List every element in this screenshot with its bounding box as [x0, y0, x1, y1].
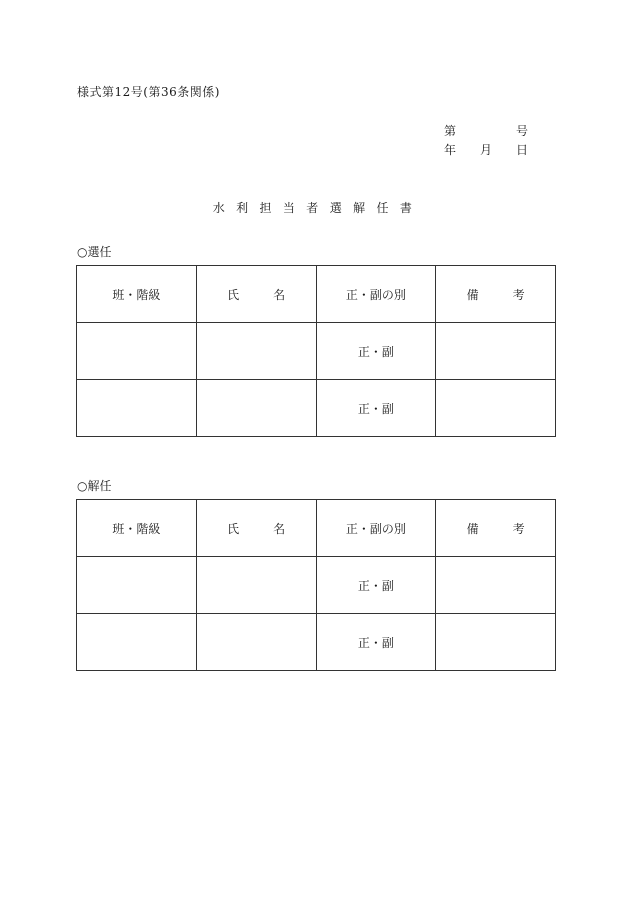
cell-name[interactable] — [196, 557, 316, 614]
table-row — [77, 323, 556, 380]
header-name: 氏 名 — [196, 266, 316, 323]
cell-remarks[interactable] — [436, 614, 556, 671]
table-row — [77, 380, 556, 437]
cell-remarks[interactable] — [436, 557, 556, 614]
cell-primary-secondary[interactable]: 正・副 — [316, 557, 436, 614]
number-prefix: 第 — [444, 124, 457, 138]
header-remarks: 備 考 — [436, 266, 556, 323]
header-name: 氏 名 — [196, 500, 316, 557]
cell-unit-rank[interactable] — [77, 323, 197, 380]
cell-primary-secondary[interactable]: 正・副 — [316, 614, 436, 671]
cell-unit-rank[interactable] — [77, 557, 197, 614]
date-year: 年 — [444, 143, 457, 157]
document-number-line — [444, 122, 528, 139]
cell-primary-secondary[interactable]: 正・副 — [316, 323, 436, 380]
document-date-line — [444, 141, 528, 158]
cell-name[interactable] — [196, 380, 316, 437]
date-day: 日 — [515, 143, 528, 157]
appointment-table — [76, 265, 556, 437]
date-month: 月 — [479, 143, 492, 157]
cell-name[interactable] — [196, 614, 316, 671]
dismissal-section-label: ○解任 — [77, 479, 112, 493]
table-row — [77, 557, 556, 614]
table-header-row — [77, 500, 556, 557]
header-remarks: 備 考 — [436, 500, 556, 557]
header-unit-rank: 班・階級 — [77, 266, 197, 323]
table-row — [77, 614, 556, 671]
form-number-label: 様式第12号(第36条関係) — [77, 85, 220, 99]
appointment-section-label: ○選任 — [77, 245, 112, 259]
cell-unit-rank[interactable] — [77, 380, 197, 437]
table-header-row — [77, 266, 556, 323]
dismissal-table — [76, 499, 556, 671]
number-suffix: 号 — [515, 124, 528, 138]
cell-name[interactable] — [196, 323, 316, 380]
cell-unit-rank[interactable] — [77, 614, 197, 671]
cell-primary-secondary[interactable]: 正・副 — [316, 380, 436, 437]
header-primary-secondary: 正・副の別 — [316, 500, 436, 557]
document-title: 水利担当者選解任書 — [212, 201, 424, 215]
cell-remarks[interactable] — [436, 380, 556, 437]
header-unit-rank: 班・階級 — [77, 500, 197, 557]
cell-remarks[interactable] — [436, 323, 556, 380]
header-primary-secondary: 正・副の別 — [316, 266, 436, 323]
